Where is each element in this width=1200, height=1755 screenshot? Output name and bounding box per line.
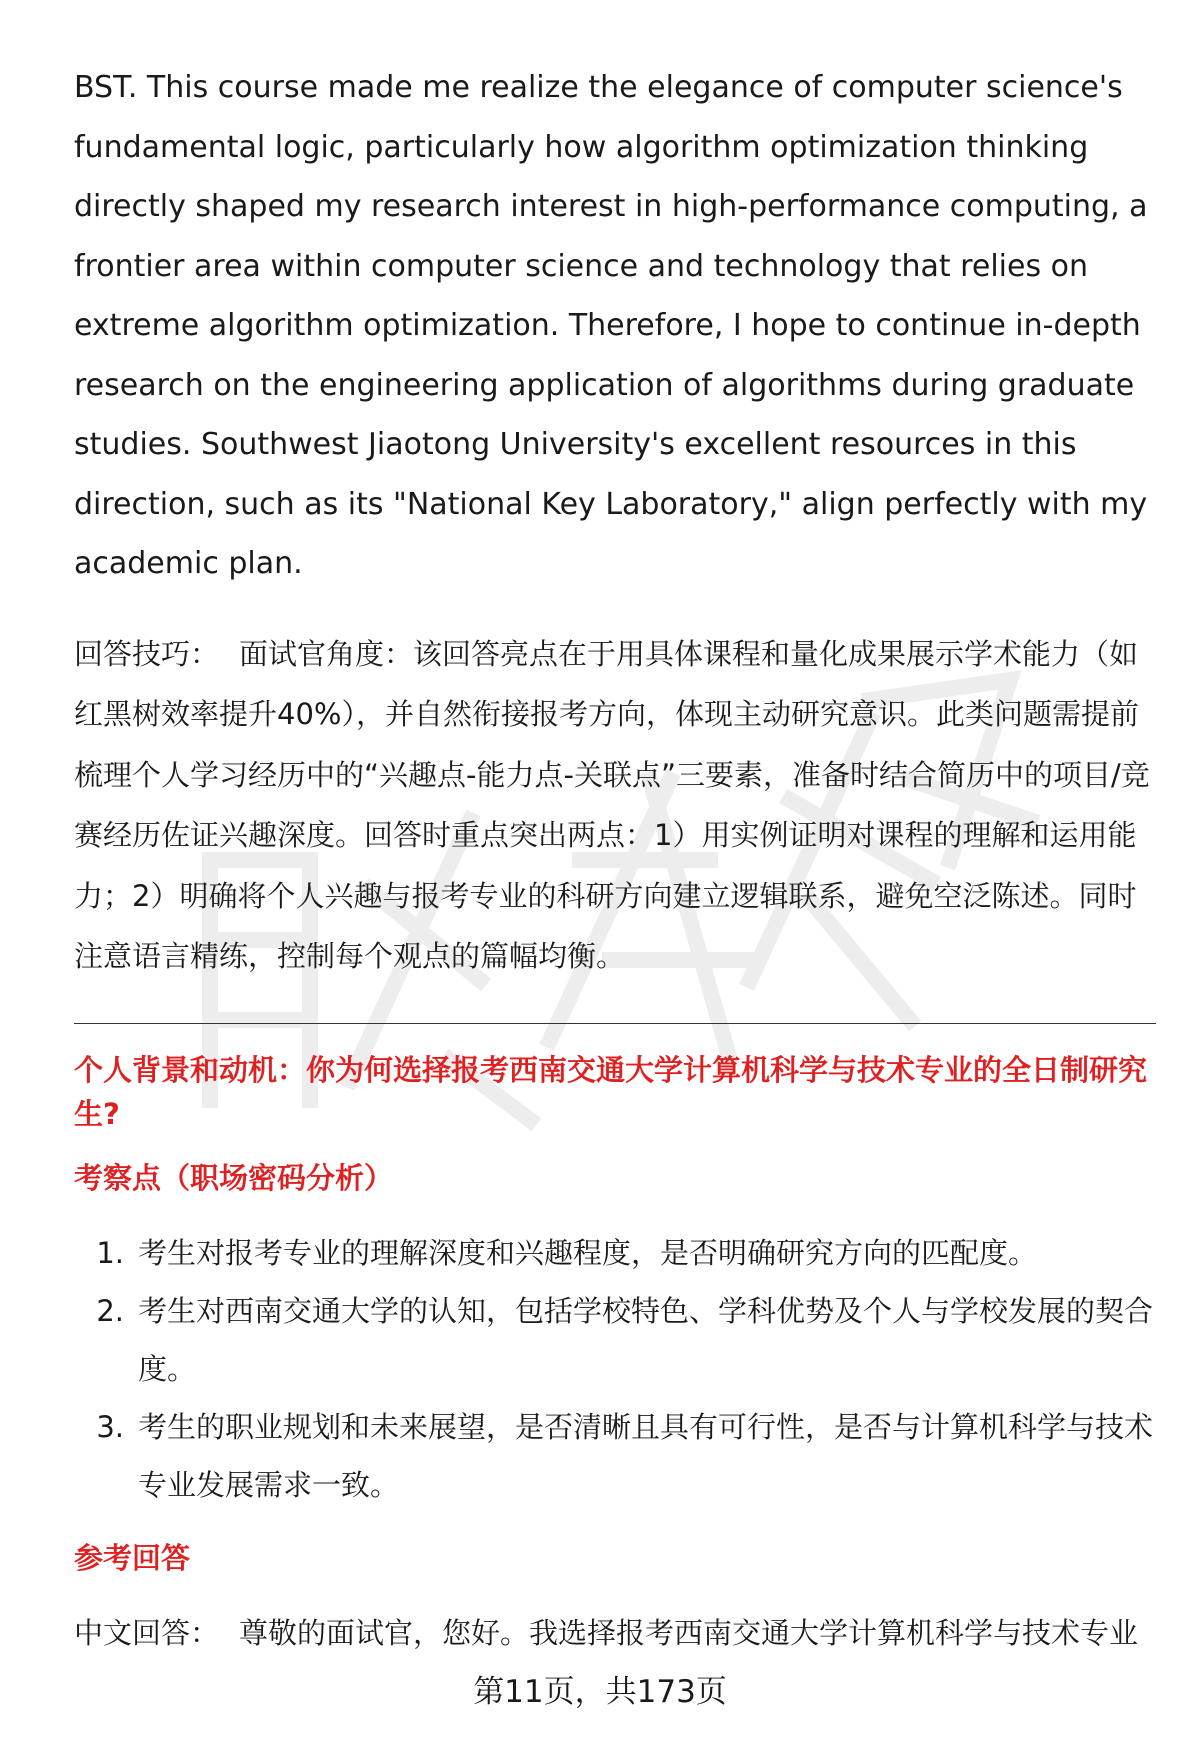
list-item: [74, 1282, 1154, 1398]
english-answer-paragraph: BST. This course made me realize the elegance of computer science's fundamental logic, particularly how algorithm optimization thinking directly shaped my research interest in high-performance computing, a frontier area within computer science and technology that relies on extreme algorithm optimization. Therefore, I hope to continue in-depth research on the engineering application of algorithms during graduate studies. Southwest Jiaotong University's excellent resources in this direction, such as its "National Key Laboratory," align perfectly with my academic plan.: [74, 70, 1148, 581]
chinese-answer: [74, 1604, 1154, 1662]
document-page: [74, 58, 1154, 1662]
list-item: [74, 1398, 1154, 1514]
page-footer: 第11页，共173页: [473, 1674, 727, 1710]
analysis-points-list: [74, 1224, 1154, 1514]
question-title: 个人背景和动机：你为何选择报考西南交通大学计算机科学与技术专业的全日制研究生?: [74, 1052, 1148, 1131]
answer-tips: [74, 624, 1154, 987]
chinese-answer-label: 中文回答：: [74, 1615, 220, 1650]
chinese-answer-text: 尊敬的面试官，您好。我选择报考西南交通大学计算机科学与技术专业: [239, 1615, 1139, 1650]
list-item-number: 1.: [96, 1235, 124, 1270]
list-item-text: 考生对西南交通大学的认知，包括学校特色、学科优势及个人与学校发展的契合度。: [138, 1293, 1154, 1386]
analysis-heading: 考察点（职场密码分析）: [74, 1160, 394, 1195]
reference-answer-heading: 参考回答: [74, 1540, 191, 1575]
answer-tips-text: 面试官角度：该回答亮点在于用具体课程和量化成果展示学术能力（如红黑树效率提升40%），并自然衔接报考方向，体现主动研究意识。此类问题需提前梳理个人学习经历中的“兴趣点-能力点-关联点”三要素，准备时结合简历中的项目/竞赛经历佐证兴趣深度。回答时重点突出两点：1）用实例证明对课程的理解和运用能力；2）明确将个人兴趣与报考专业的科研方向建立逻辑联系，避免空泛陈述。同时注意语言精练，控制每个观点的篇幅均衡。: [74, 636, 1150, 973]
list-item-number: 3.: [96, 1409, 124, 1444]
list-item-number: 2.: [96, 1293, 124, 1328]
list-item-text: 考生对报考专业的理解深度和兴趣程度，是否明确研究方向的匹配度。: [138, 1235, 1038, 1270]
section-divider: [74, 1023, 1156, 1024]
list-item-text: 考生的职业规划和未来展望，是否清晰且具有可行性，是否与计算机科学与技术专业发展需求一致。: [138, 1409, 1154, 1502]
answer-tips-label: 回答技巧：: [74, 636, 220, 671]
list-item: [74, 1224, 1154, 1282]
